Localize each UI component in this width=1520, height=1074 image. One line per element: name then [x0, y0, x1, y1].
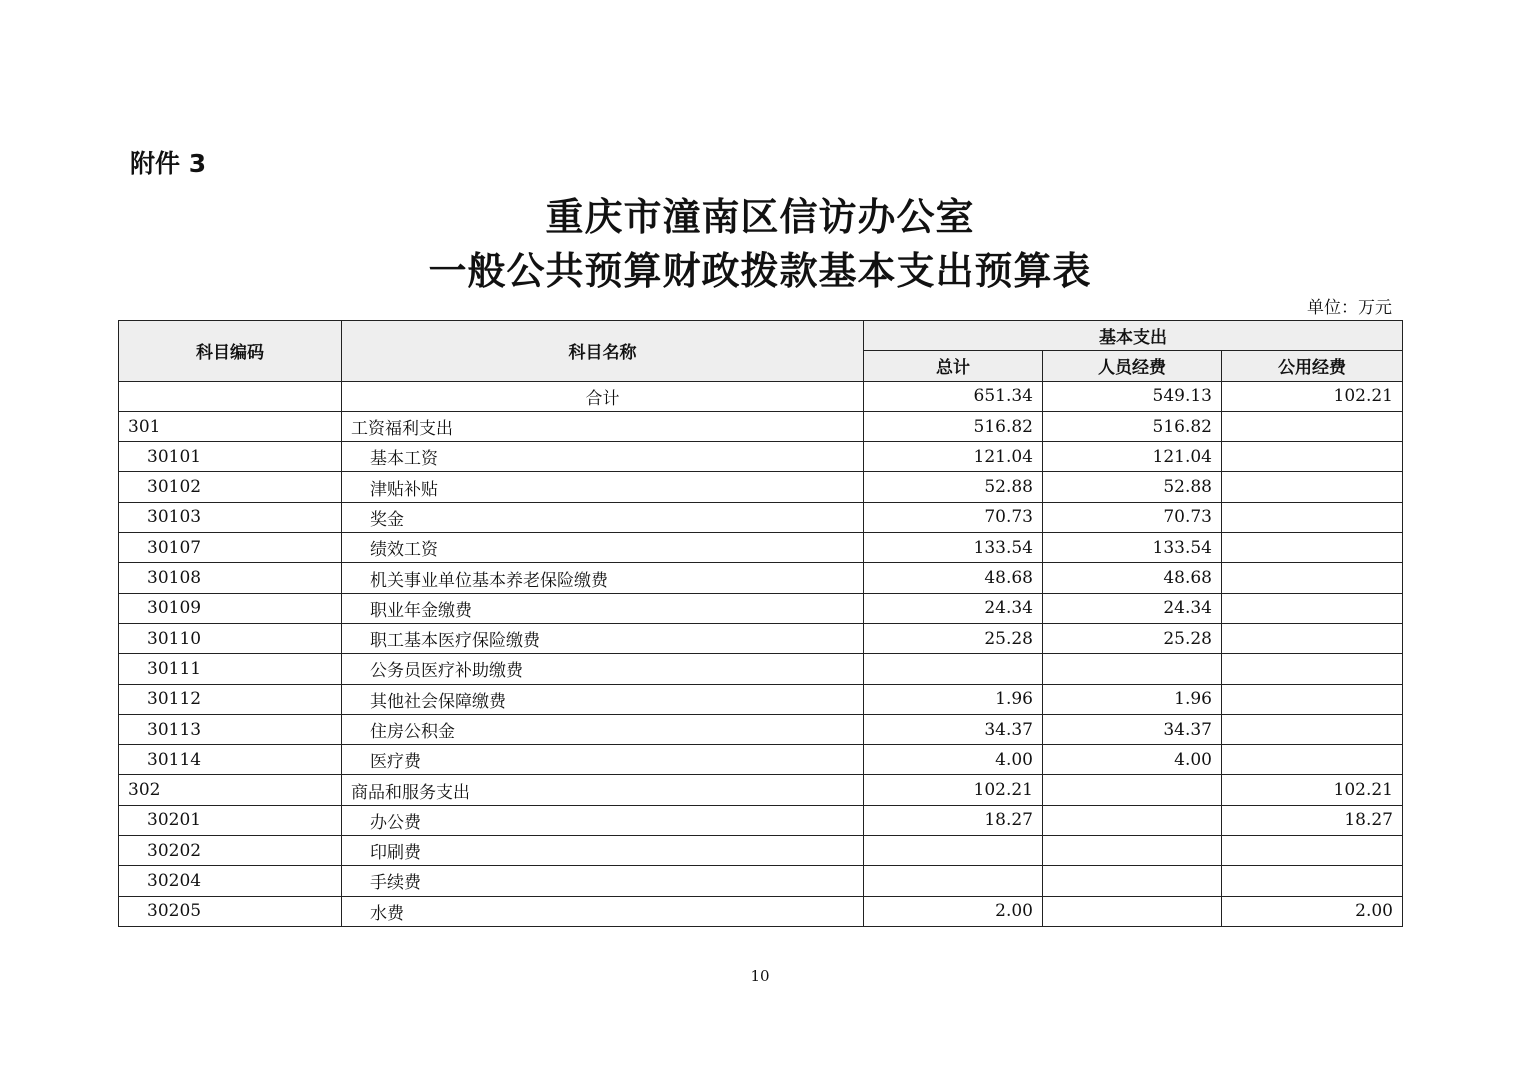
cell-public: 102.21	[1222, 775, 1403, 805]
cell-personnel: 25.28	[1043, 623, 1222, 653]
cell-code: 30201	[119, 805, 342, 835]
cell-personnel: 4.00	[1043, 745, 1222, 775]
cell-name: 住房公积金	[342, 714, 864, 744]
cell-name: 机关事业单位基本养老保险缴费	[342, 563, 864, 593]
cell-personnel	[1043, 775, 1222, 805]
cell-public	[1222, 745, 1403, 775]
table-row	[119, 563, 1403, 593]
cell-name: 商品和服务支出	[342, 775, 864, 805]
table-row	[119, 623, 1403, 653]
cell-code: 30112	[119, 684, 342, 714]
cell-total: 2.00	[864, 896, 1043, 926]
cell-public	[1222, 442, 1403, 472]
header-total: 总计	[864, 351, 1043, 381]
unit-label: 单位：万元	[1307, 298, 1392, 318]
table-row	[119, 502, 1403, 532]
table-row	[119, 472, 1403, 502]
table-row	[119, 745, 1403, 775]
cell-name: 办公费	[342, 805, 864, 835]
cell-public: 18.27	[1222, 805, 1403, 835]
table-row	[119, 654, 1403, 684]
cell-public	[1222, 563, 1403, 593]
cell-name: 手续费	[342, 866, 864, 896]
table-row	[119, 593, 1403, 623]
cell-public: 102.21	[1222, 381, 1403, 411]
attachment-label: 附件 3	[130, 149, 207, 178]
cell-public	[1222, 502, 1403, 532]
cell-code: 30114	[119, 745, 342, 775]
cell-personnel: 121.04	[1043, 442, 1222, 472]
cell-total: 133.54	[864, 533, 1043, 563]
table-row	[119, 805, 1403, 835]
cell-total	[864, 836, 1043, 866]
cell-name: 职业年金缴费	[342, 593, 864, 623]
cell-code: 30101	[119, 442, 342, 472]
cell-code: 30107	[119, 533, 342, 563]
cell-code	[119, 381, 342, 411]
cell-total: 52.88	[864, 472, 1043, 502]
cell-public	[1222, 472, 1403, 502]
cell-total: 121.04	[864, 442, 1043, 472]
table-row	[119, 714, 1403, 744]
cell-name: 职工基本医疗保险缴费	[342, 623, 864, 653]
cell-code: 30109	[119, 593, 342, 623]
cell-personnel: 516.82	[1043, 411, 1222, 441]
table-row	[119, 775, 1403, 805]
cell-code: 30202	[119, 836, 342, 866]
cell-total: 24.34	[864, 593, 1043, 623]
table-row	[119, 896, 1403, 926]
cell-total: 4.00	[864, 745, 1043, 775]
cell-public	[1222, 654, 1403, 684]
cell-personnel: 549.13	[1043, 381, 1222, 411]
cell-name: 水费	[342, 896, 864, 926]
cell-name: 绩效工资	[342, 533, 864, 563]
table-row	[119, 533, 1403, 563]
cell-public	[1222, 714, 1403, 744]
budget-table	[118, 320, 1403, 927]
cell-name: 印刷费	[342, 836, 864, 866]
cell-personnel: 1.96	[1043, 684, 1222, 714]
table-body	[119, 381, 1403, 926]
cell-total: 48.68	[864, 563, 1043, 593]
cell-total: 516.82	[864, 411, 1043, 441]
cell-code: 30205	[119, 896, 342, 926]
cell-total: 102.21	[864, 775, 1043, 805]
cell-total: 34.37	[864, 714, 1043, 744]
cell-total	[864, 654, 1043, 684]
document-title-line1: 重庆市潼南区信访办公室	[545, 194, 975, 239]
cell-personnel	[1043, 896, 1222, 926]
cell-total: 70.73	[864, 502, 1043, 532]
cell-code: 302	[119, 775, 342, 805]
cell-public	[1222, 623, 1403, 653]
page-number: 10	[750, 967, 770, 985]
table-header	[119, 321, 1403, 382]
table-row	[119, 866, 1403, 896]
table-row	[119, 411, 1403, 441]
cell-code: 30103	[119, 502, 342, 532]
cell-code: 30108	[119, 563, 342, 593]
header-code: 科目编码	[119, 321, 342, 382]
cell-personnel: 52.88	[1043, 472, 1222, 502]
cell-code: 301	[119, 411, 342, 441]
cell-personnel	[1043, 654, 1222, 684]
cell-name: 公务员医疗补助缴费	[342, 654, 864, 684]
table-row	[119, 836, 1403, 866]
cell-total: 18.27	[864, 805, 1043, 835]
cell-name: 合计	[342, 381, 864, 411]
cell-code: 30113	[119, 714, 342, 744]
cell-total: 651.34	[864, 381, 1043, 411]
cell-code: 30110	[119, 623, 342, 653]
cell-personnel: 24.34	[1043, 593, 1222, 623]
cell-public	[1222, 533, 1403, 563]
cell-total: 1.96	[864, 684, 1043, 714]
cell-name: 奖金	[342, 502, 864, 532]
table-row	[119, 684, 1403, 714]
cell-public	[1222, 411, 1403, 441]
header-public: 公用经费	[1222, 351, 1403, 381]
cell-public	[1222, 866, 1403, 896]
cell-total: 25.28	[864, 623, 1043, 653]
cell-public	[1222, 836, 1403, 866]
cell-name: 医疗费	[342, 745, 864, 775]
cell-personnel	[1043, 836, 1222, 866]
cell-public: 2.00	[1222, 896, 1403, 926]
table-row	[119, 381, 1403, 411]
cell-name: 基本工资	[342, 442, 864, 472]
cell-personnel	[1043, 805, 1222, 835]
cell-name: 其他社会保障缴费	[342, 684, 864, 714]
cell-name: 工资福利支出	[342, 411, 864, 441]
cell-personnel: 34.37	[1043, 714, 1222, 744]
header-name: 科目名称	[342, 321, 864, 382]
cell-public	[1222, 684, 1403, 714]
cell-code: 30204	[119, 866, 342, 896]
header-personnel: 人员经费	[1043, 351, 1222, 381]
cell-personnel: 70.73	[1043, 502, 1222, 532]
header-basic-expenditure: 基本支出	[864, 321, 1403, 351]
document-title-line2: 一般公共预算财政拨款基本支出预算表	[428, 248, 1092, 293]
cell-total	[864, 866, 1043, 896]
cell-personnel: 48.68	[1043, 563, 1222, 593]
cell-public	[1222, 593, 1403, 623]
cell-name: 津贴补贴	[342, 472, 864, 502]
cell-code: 30102	[119, 472, 342, 502]
cell-code: 30111	[119, 654, 342, 684]
table-row	[119, 442, 1403, 472]
cell-personnel	[1043, 866, 1222, 896]
cell-personnel: 133.54	[1043, 533, 1222, 563]
